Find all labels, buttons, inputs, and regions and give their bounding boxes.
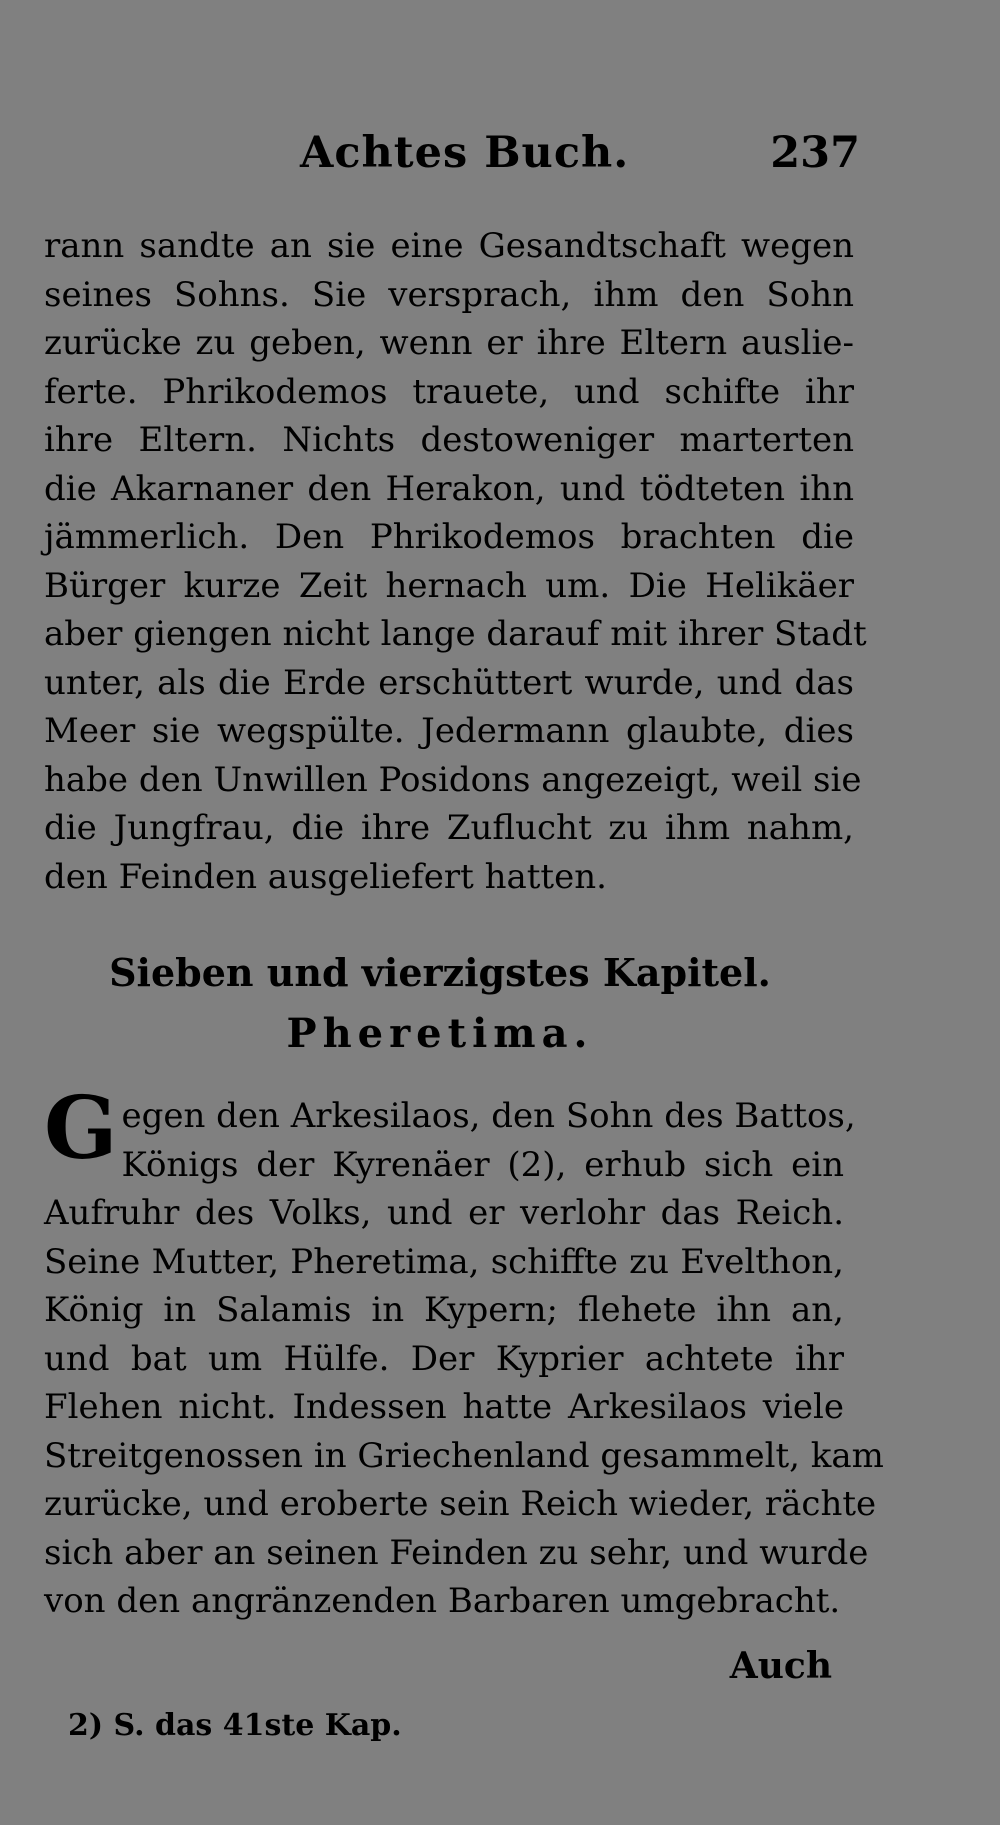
text-line: jämmerlich. Den Phrikodemos brachten die <box>44 517 854 557</box>
text-line: zurücke, und eroberte sein Reich wieder, rächte <box>44 1484 877 1524</box>
text-line: den Feinden ausgeliefert hatten. <box>44 856 607 897</box>
text-line: habe den Unwillen Posidons angezeigt, weil sie <box>44 759 862 800</box>
text-line: Königs der Kyrenäer (2), erhub sich ein <box>121 1144 844 1185</box>
text-line: Flehen nicht. Indessen hatte Arkesilaos viele <box>44 1387 844 1427</box>
text-line: die Akarnaner den Herakon, und tödteten ihn <box>44 468 854 509</box>
paragraph-1 <box>44 222 867 901</box>
chapter-title: Pheretima. <box>286 1010 594 1057</box>
text-line: seines Sohns. Sie versprach, ihm den Sohn <box>44 274 854 315</box>
text-line: rann sandte an sie eine Gesandtschaft wegen <box>44 226 854 266</box>
catchword: Auch <box>729 1645 832 1687</box>
text-line: und bat um Hülfe. Der Kyprier achtete ihr <box>44 1338 844 1379</box>
text-line: unter, als die Erde erschüttert wurde, und das <box>44 662 854 703</box>
paragraph-2 <box>44 1078 884 1626</box>
drop-cap: G <box>44 1078 118 1179</box>
text-line: egen den Arkesilaos, den Sohn des Battos, <box>121 1096 856 1136</box>
text-line: Aufruhr des Volks, und er verlohr das Reich. <box>44 1193 844 1233</box>
footnote: 2) S. das 41ste Kap. <box>68 1708 402 1743</box>
text-line: aber giengen nicht lange darauf mit ihrer Stadt <box>44 614 867 654</box>
running-title: Achtes Buch. <box>300 128 630 178</box>
text-line: von den angränzenden Barbaren umgebracht. <box>44 1581 841 1621</box>
text-line: Seine Mutter, Pheretima, schiffte zu Evelthon, <box>44 1241 844 1282</box>
text-line: zurücke zu geben, wenn er ihre Eltern auslie- <box>44 323 854 363</box>
chapter-heading: Sieben und vierzigstes Kapitel. <box>109 950 771 995</box>
page-header <box>300 128 860 198</box>
text-line: Meer sie wegspülte. Jedermann glaubte, dies <box>44 711 854 751</box>
text-line: ihre Eltern. Nichts destoweniger marterten <box>44 420 854 460</box>
text-line: König in Salamis in Kypern; flehete ihn an, <box>44 1290 844 1330</box>
text-line: ferte. Phrikodemos trauete, und schifte ihr <box>44 371 854 412</box>
text-line: Bürger kurze Zeit hernach um. Die Helikäer <box>44 565 854 606</box>
text-line: die Jungfrau, die ihre Zuflucht zu ihm nahm, <box>44 808 854 848</box>
page-number: 237 <box>770 128 860 178</box>
text-line: sich aber an seinen Feinden zu sehr, und wurde <box>44 1532 869 1573</box>
text-line: Streitgenossen in Griechenland gesammelt, kam <box>44 1435 884 1476</box>
